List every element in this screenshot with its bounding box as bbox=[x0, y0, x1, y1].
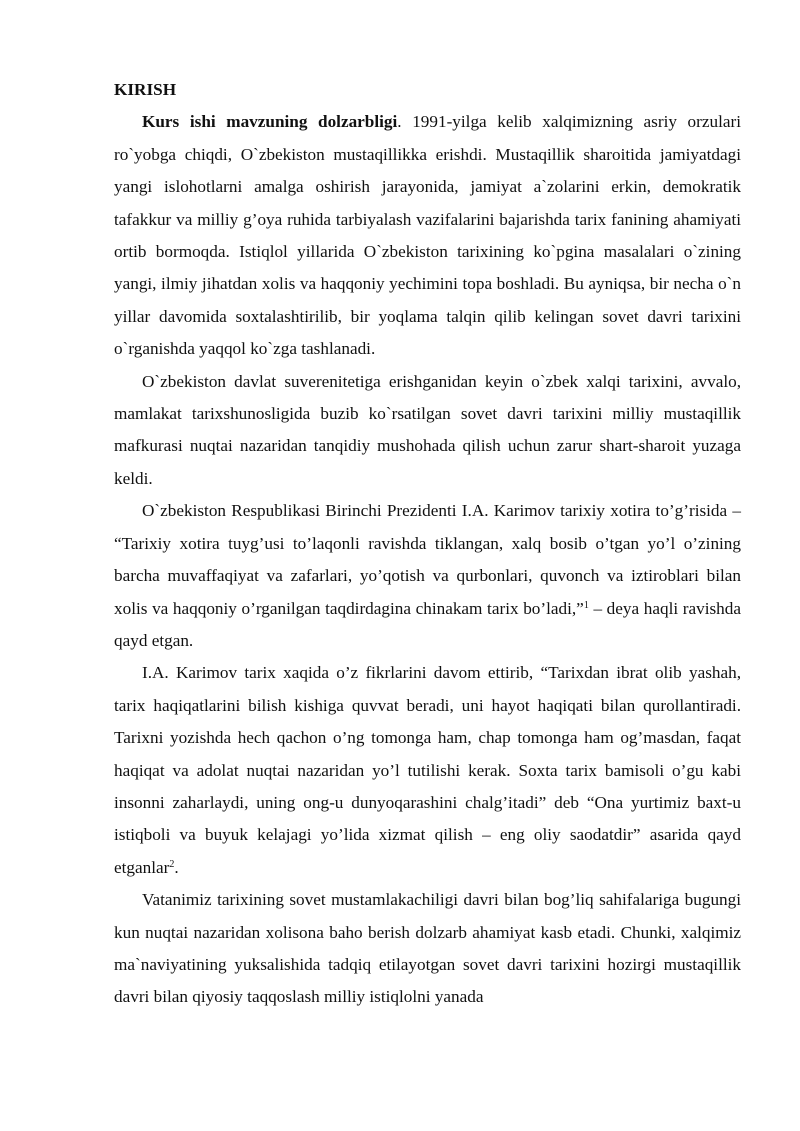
paragraph-text: O`zbekiston Respublikasi Birinchi Prezidenti I.A. Karimov tarixiy xotira to’g’risida – “Tarixiy xotira tuyg’usi to’laqonli ravishda tiklangan, xalq bosib o’tgan yo’l o’zining barcha muvaffaqiyat va zafarlari, yo’qotish va qurbonlari, quvonch va iztiroblari bilan xolis va haqqoniy o’rganilgan taqdirdagina chinakam tarix bo’ladi,” bbox=[114, 501, 741, 618]
paragraph-soviet-period bbox=[114, 884, 741, 1014]
paragraph-tail: – deya haqli ravishda qayd etgan. bbox=[114, 598, 741, 650]
paragraph-sovereignty bbox=[114, 366, 741, 496]
paragraph-relevance bbox=[114, 106, 741, 365]
paragraph-text: I.A. Karimov tarix xaqida o’z fikrlarini davom ettirib, “Tarixdan ibrat olib yashah, tarix haqiqatlarini bilish kishiga quvvat beradi, uni hayot haqiqati bilan qurollantiradi. Tarixni yozishda hech qachon o’ng tomonga ham, chap tomonga ham og’masdan, faqat haqiqat va adolat nuqtai nazaridan yo’l tutilishi kerak. Soxta tarix bamisoli o’gu kabi insonni zaharlaydi, uning ong-u dunyoqarashini chalg’itadi” deb “Ona yurtimiz baxt-u istiqboli va buyuk kelajagi yo’lida xizmat qilish – eng oliy saodatdir” asarida qayd etganlar bbox=[114, 663, 741, 877]
paragraph-text: Vatanimiz tarixining sovet mustamlakachiligi davri bilan bog’liq sahifalariga bugungi kun nuqtai nazaridan xolisona baho berish dolzarb ahamiyat kasb etadi. Chunki, xalqimiz ma`naviyatining yuksalishida tadqiq etilayotgan sovet davri tarixini hozirgi mustaqillik davri bilan qiyosiy taqqoslash milliy istiqlolni yanada bbox=[114, 890, 741, 1007]
paragraph-karimov-quote bbox=[114, 657, 741, 884]
footnote-marker: 2 bbox=[169, 858, 175, 870]
paragraph-historical-memory bbox=[114, 495, 741, 657]
section-heading: KIRISH bbox=[114, 80, 177, 99]
paragraph-lead: Kurs ishi mavzuning dolzarbligi bbox=[142, 112, 398, 132]
footnote-marker: 1 bbox=[583, 599, 589, 611]
paragraph-tail: . bbox=[174, 857, 179, 877]
paragraph-text: O`zbekiston davlat suverenitetiga erishganidan keyin o`zbek xalqi tarixini, avvalo, mamlakat tarixshunosligida buzib ko`rsatilgan sovet davri tarixini milliy mustaqillik mafkurasi nuqtai nazaridan tanqidiy mushohada qilish uchun zarur shart-sharoit yuzaga keldi. bbox=[114, 371, 741, 488]
document-body bbox=[114, 74, 741, 1014]
paragraph-text: . 1991-yilga kelib xalqimizning asriy orzulari ro`yobga chiqdi, O`zbekiston mustaqillikka erishdi. Mustaqillik sharoitida jamiyatdagi yangi islohotlarni amalga oshirish jarayonida, jamiyat a`zolarini erkin, demokratik tafakkur va milliy g’oya ruhida tarbiyalash vazifalarini bajarishda tarix fanining ahamiyati ortib bormoqda. Istiqlol yillarida O`zbekiston tarixining ko`pgina masalalari o`zining yangi, ilmiy jihatdan xolis va haqqoniy yechimini topa boshladi. Bu ayniqsa, bir necha o`n yillar davomida soxtalashtirilib, bir yoqlama talqin qilib kelingan sovet davri tarixini o`rganishda yaqqol ko`zga tashlanadi. bbox=[114, 112, 741, 359]
